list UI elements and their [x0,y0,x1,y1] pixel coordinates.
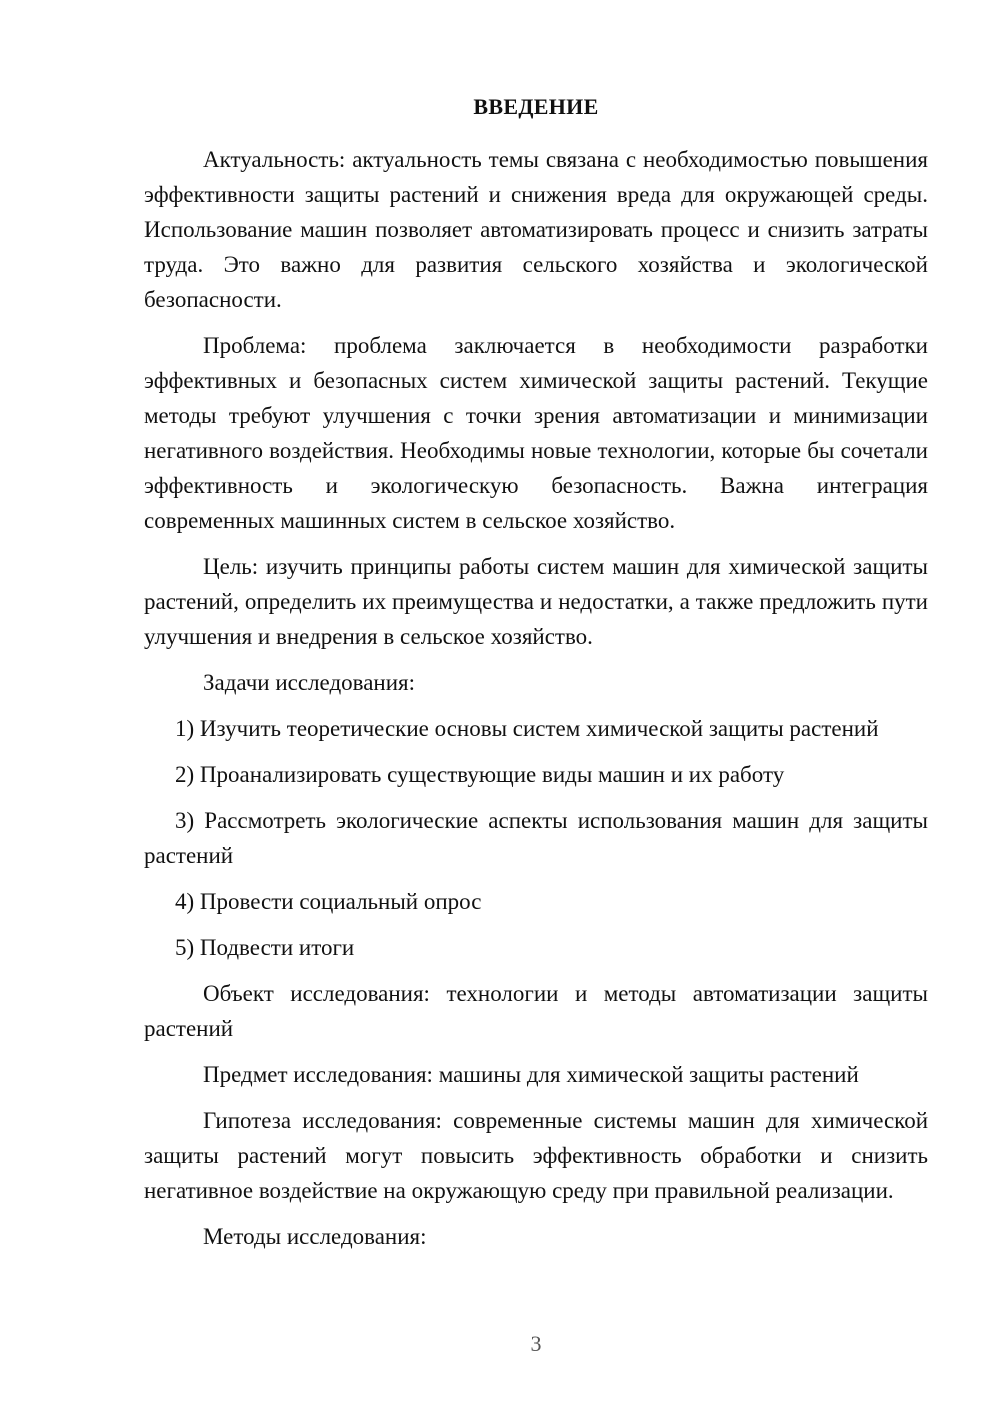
subject-paragraph: Предмет исследования: машины для химической защиты растений [203,1062,859,1087]
task-item: 5) Подвести итоги [175,935,355,960]
section-heading: ВВЕДЕНИЕ [473,94,599,119]
task-item: 2) Проанализировать существующие виды машин и их работу [175,762,785,787]
hypothesis-paragraph: Гипотеза исследования: современные системы машин для химической защиты растений могут повысить эффективность обработки и снизить негативное воздействие на окружающую среду при правильной реализации. [144,1108,928,1203]
task-item: 1) Изучить теоретические основы систем химической защиты растений [175,716,879,741]
task-item: 4) Провести социальный опрос [175,889,482,914]
page-number: 3 [530,1331,542,1356]
tasks-heading: Задачи исследования: [203,670,416,695]
relevance-paragraph: Актуальность: актуальность темы связана с необходимостью повышения эффективности защиты растений и снижения вреда для окружающей среды. Использование машин позволяет автоматизировать процесс и снизить затраты труда. Это важно для развития сельского хозяйства и экологической безопасности. [144,147,928,312]
goal-paragraph: Цель: изучить принципы работы систем машин для химической защиты растений, определить их преимущества и недостатки, а также предложить пути улучшения и внедрения в сельское хозяйство. [144,554,928,649]
page-body [144,142,928,1254]
task-item: 3) Рассмотреть экологические аспекты использования машин для защиты растений [144,808,928,868]
methods-heading: Методы исследования: [203,1224,427,1249]
problem-paragraph: Проблема: проблема заключается в необходимости разработки эффективных и безопасных систем химической защиты растений. Текущие методы требуют улучшения с точки зрения автоматизации и минимизации негативного воздействия. Необходимы новые технологии, которые бы сочетали эффективность и экологическую безопасность. Важна интеграция современных машинных систем в сельское хозяйство. [144,333,928,533]
object-paragraph: Объект исследования: технологии и методы автоматизации защиты растений [144,981,928,1041]
